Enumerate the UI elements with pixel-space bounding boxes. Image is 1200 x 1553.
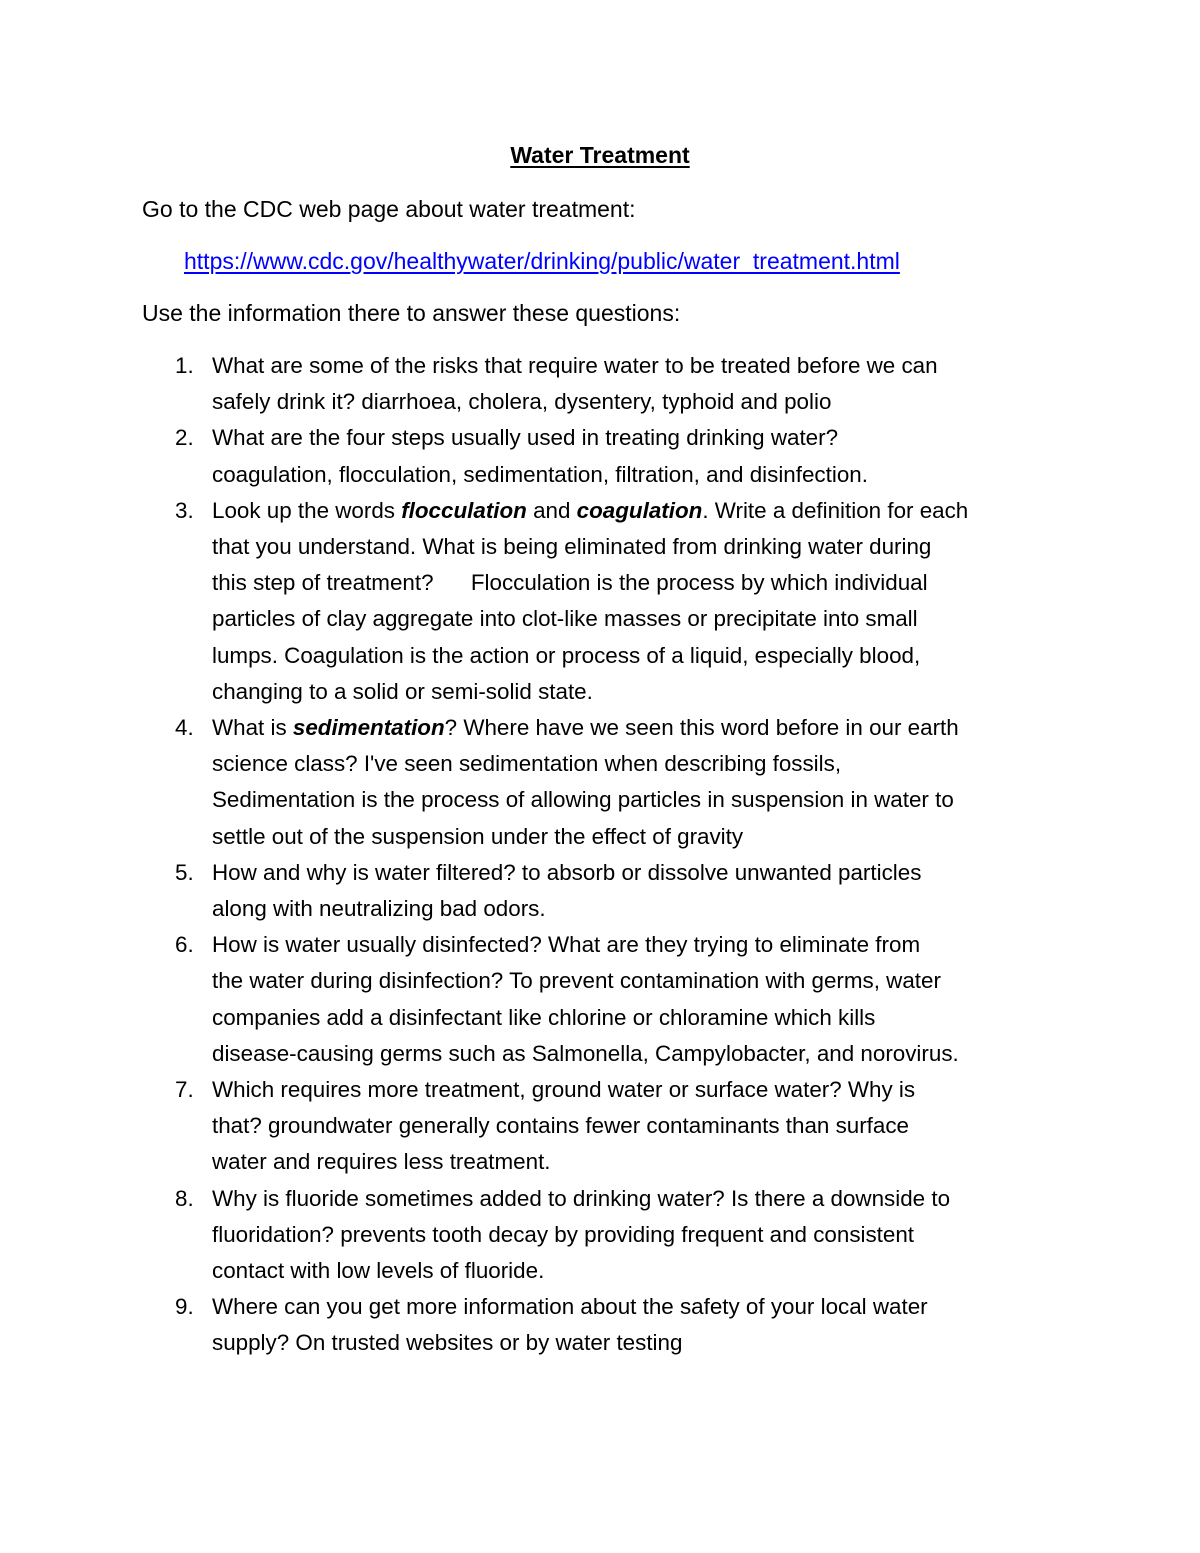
cdc-link[interactable]: https://www.cdc.gov/healthywater/drinking/public/water_treatment.html <box>184 248 900 274</box>
question-line: Why is fluoride sometimes added to drinking water? Is there a downside to <box>212 1185 951 1211</box>
question-line: settle out of the suspension under the effect of gravity <box>212 823 744 849</box>
question-line: along with neutralizing bad odors. <box>212 896 546 922</box>
question-line: changing to a solid or semi-solid state. <box>212 678 593 704</box>
question-text: and <box>526 497 577 523</box>
question-item-3 <box>0 493 1200 710</box>
question-line: What are the four steps usually used in treating drinking water? <box>212 425 839 451</box>
question-number: 1. <box>175 353 194 378</box>
question-line: Sedimentation is the process of allowing particles in suspension in water to <box>212 787 954 813</box>
document-title <box>0 142 1200 169</box>
question-line: coagulation, flocculation, sedimentation, filtration, and disinfection. <box>212 461 868 487</box>
question-line: contact with low levels of fluoride. <box>212 1258 545 1284</box>
term-flocculation: flocculation <box>401 497 527 523</box>
instruction-text: Use the information there to answer these questions: <box>142 300 681 326</box>
question-line: What are some of the risks that require water to be treated before we can <box>212 353 938 378</box>
question-number: 6. <box>175 932 194 958</box>
question-line <box>212 493 1080 529</box>
question-line: that? groundwater generally contains fewer contaminants than surface <box>212 1113 910 1139</box>
question-line: the water during disinfection? To prevent contamination with germs, water <box>212 968 941 994</box>
question-number: 2. <box>175 425 194 451</box>
question-line: supply? On trusted websites or by water testing <box>212 1330 683 1356</box>
question-line: How is water usually disinfected? What are they trying to eliminate from <box>212 932 921 958</box>
question-line: that you understand. What is being eliminated from drinking water during <box>212 534 932 560</box>
question-item-1 <box>0 348 1200 420</box>
question-line: fluoridation? prevents tooth decay by providing frequent and consistent <box>212 1221 915 1247</box>
question-line: Where can you get more information about the safety of your local water <box>212 1294 928 1320</box>
question-number: 5. <box>175 859 194 885</box>
question-text: Look up the words <box>212 497 402 523</box>
document-title-text: Water Treatment <box>510 142 690 168</box>
term-sedimentation: sedimentation <box>292 715 445 741</box>
question-text: What is <box>212 715 293 741</box>
question-number: 3. <box>175 497 194 523</box>
question-number: 9. <box>175 1294 194 1320</box>
question-item-5 <box>0 855 1200 927</box>
question-item-7 <box>0 1072 1200 1181</box>
question-text: . Write a definition for each <box>702 497 969 523</box>
question-line <box>212 710 1080 746</box>
question-number: 4. <box>175 715 194 741</box>
question-text: ? Where have we seen this word before in our earth <box>444 715 959 741</box>
question-list <box>0 348 1200 1362</box>
question-line: particles of clay aggregate into clot-like masses or precipitate into small <box>212 606 918 632</box>
question-line: lumps. Coagulation is the action or process of a liquid, especially blood, <box>212 642 921 668</box>
question-item-4 <box>0 710 1200 855</box>
question-line: water and requires less treatment. <box>212 1149 551 1175</box>
question-line: Which requires more treatment, ground water or surface water? Why is <box>212 1077 916 1103</box>
question-number: 7. <box>175 1077 194 1103</box>
question-line: science class? I've seen sedimentation when describing fossils, <box>212 751 842 777</box>
question-line: safely drink it? diarrhoea, cholera, dysentery, typhoid and polio <box>212 389 832 415</box>
question-item-9 <box>0 1289 1200 1361</box>
question-line: this step of treatment? Flocculation is the process by which individual <box>212 570 928 596</box>
question-number: 8. <box>175 1185 194 1211</box>
question-item-6 <box>0 927 1200 1072</box>
intro-text: Go to the CDC web page about water treatment: <box>142 196 636 222</box>
question-line: companies add a disinfectant like chlorine or chloramine which kills <box>212 1004 876 1030</box>
question-item-8 <box>0 1181 1200 1290</box>
question-line: disease-causing germs such as Salmonella, Campylobacter, and norovirus. <box>212 1040 959 1066</box>
term-coagulation: coagulation <box>576 497 703 523</box>
question-line: How and why is water filtered? to absorb or dissolve unwanted particles <box>212 859 922 885</box>
question-item-2 <box>0 420 1200 492</box>
